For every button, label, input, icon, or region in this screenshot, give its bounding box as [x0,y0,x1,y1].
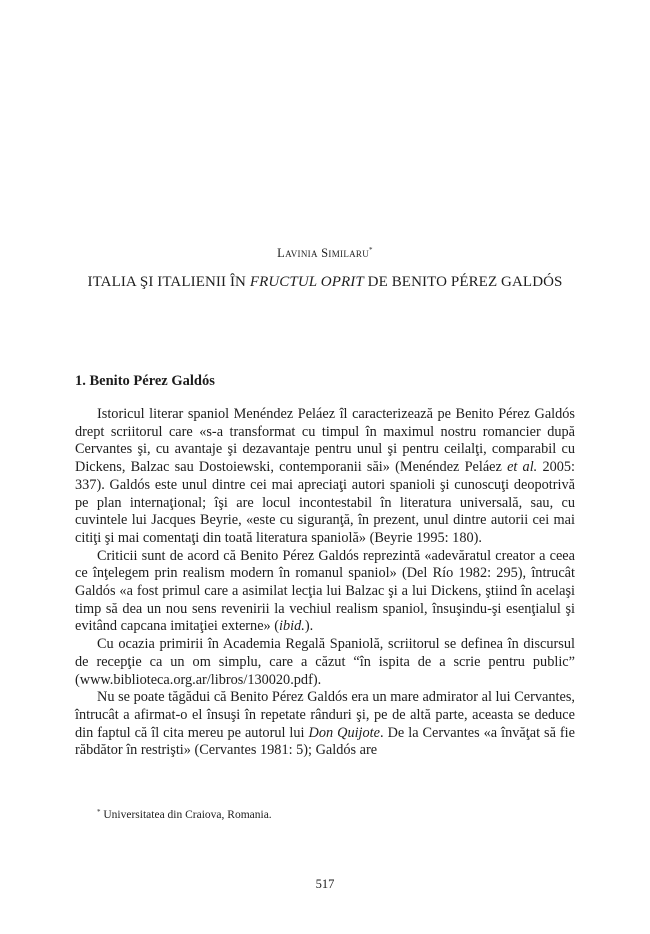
page-number: 517 [315,877,335,891]
footnote-mark: * [97,808,101,816]
paragraph-1-text-1: Istoricul literar spaniol Menéndez Peláez îl caracterizează pe Benito Pérez Galdós drept scriitorul care «s-a transformat cu timpul în maximul nostru romancier după Cervantes şi, cu avantaje şi dezavantaje pentru unul şi pentru ceilalţi, comparabil cu Dickens, Balzac sau Dostoiewski, contemporanii săi» (Menéndez Peláez [75,406,575,476]
paragraph-2-italic-citation: ibid. [279,618,305,635]
paragraph-2 [75,548,575,637]
paragraph-1-italic-citation: et al. [507,459,538,476]
title-italic-work: FRUCTUL OPRIT [249,274,364,290]
paragraph-4-italic-title: Don Quijote [308,724,381,741]
paragraph-4 [75,689,575,760]
paragraph-3 [75,636,575,689]
section-heading: 1. Benito Pérez Galdós [75,373,215,389]
paragraph-4-text-1: Nu se poate tăgădui că Benito Pérez Galdós era un mare admirator al lui Cervantes, întrucât a afirmat-o el însuşi în repetate rânduri şi, pe de altă parte, aceasta se deduce din faptul că îl cita mereu pe autorul lui [75,689,575,741]
paragraph-4-text-2: . De la Cervantes «a învăţat să fie răbdător în restrişti» (Cervantes 1981: 5); Galdós are [75,724,575,759]
paragraph-3-text-1: Cu ocazia primirii în Academia Regală Spaniolă, scriitorul se definea în discursul de recepţie ca un om simplu, care a căzut “în ispita de a scrie pentru public” (www.biblioteca.org.ar/libros/130020.pdf). [75,636,575,688]
article-title [0,274,650,291]
paragraph-2-text-2: ). [304,618,314,635]
footnote [97,808,272,821]
title-part-1: ITALIA ŞI ITALIENII ÎN [87,274,250,290]
author-name-text: Lavinia Similaru [277,246,370,260]
author-footnote-mark: * [369,246,373,254]
paragraph-1-text-2: 2005: 337). Galdós este unul dintre cei mai apreciaţi autori spanioli şi cunoscuţi deopotrivă pe plan internaţional; îşi are locul incontestabil în literatura universală, sau, cu cuvintele lui Jacques Beyrie, «este cu siguranţă, în prezent, unul dintre autorii cei mai citiţi şi mai comentaţi din toată literatura spaniolă» (Beyrie 1995: 180). [75,459,576,546]
paragraph-1 [75,406,575,548]
body-text [75,406,575,760]
paragraph-2-text-1: Criticii sunt de acord că Benito Pérez Galdós reprezintă «adevăratul creator a ceea ce înţelegem prin realism modern în romanul spaniol» (Del Río 1982: 295), întrucât Galdós «a fost primul care a asimilat lecţia lui Balzac şi a lui Dickens, ştiind în acelaşi timp să dea un nou sens revenirii la vechiul realism spaniol, însuşindu-şi esenţialul şi evitând capcana imitaţiei externe» ( [75,547,575,635]
footnote-text: Universitatea din Craiova, Romania. [100,809,272,821]
title-part-2: DE BENITO PÉREZ GALDÓS [363,274,563,290]
author-name [0,246,650,261]
